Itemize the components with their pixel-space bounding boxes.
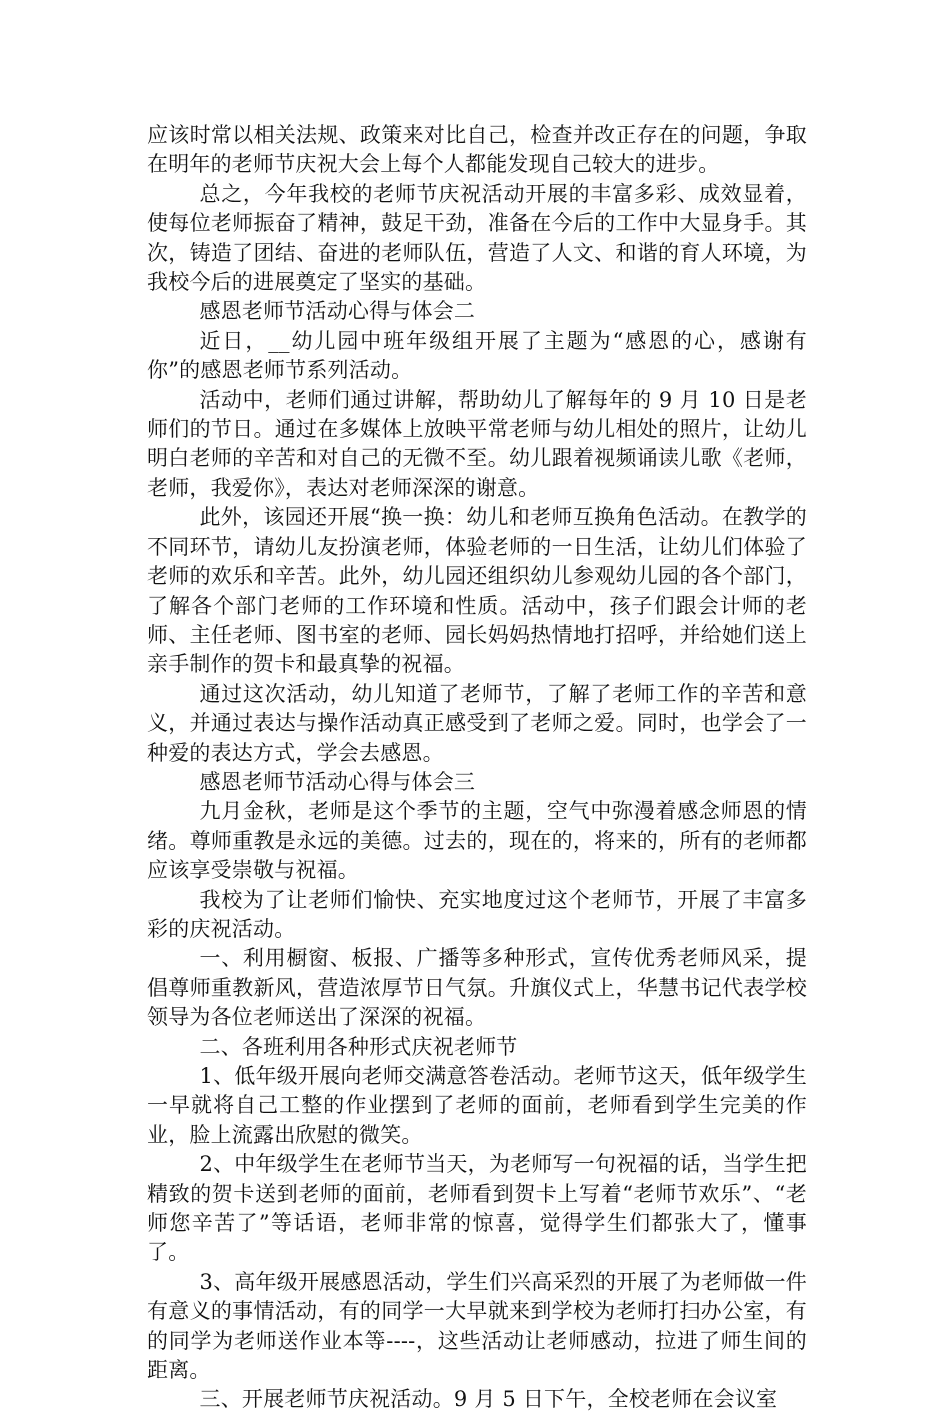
paragraph-1: 应该时常以相关法规、政策来对比自己，检查并改正存在的问题，争取在明年的老师节庆祝大会上每个人都能发现自己较大的进步。	[147, 123, 807, 177]
paragraph-10: 1、低年级开展向老师交满意答卷活动。老师节这天，低年级学生一早就将自己工整的作业摆到了老师的面前，老师看到学生完美的作业，脸上流露出欣慰的微笑。	[147, 1064, 807, 1147]
paragraph-3: 近日，__幼儿园中班年级组开展了主题为“感恩的心，感谢有你”的感恩老师节系列活动。	[147, 328, 807, 383]
paragraph-11: 2、中年级学生在老师节当天，为老师写一句祝福的话，当学生把精致的贺卡送到老师的面前，老师看到贺卡上写着“老师节欢乐”、“老师您辛苦了”等话语，老师非常的惊喜，觉得学生们都张大了，懂事了。	[147, 1152, 807, 1265]
subheading-2: 二、各班利用各种形式庆祝老师节	[199, 1034, 518, 1059]
paragraph-2: 总之，今年我校的老师节庆祝活动开展的丰富多彩、成效显着，使每位老师振奋了精神，鼓足干劲，准备在今后的工作中大显身手。其次，铸造了团结、奋进的老师队伍，营造了人文、和谐的育人环境，为我校今后的进展奠定了坚实的基础。	[147, 181, 807, 295]
document-body	[147, 121, 807, 1415]
paragraph-12: 3、高年级开展感恩活动，学生们兴高采烈的开展了为老师做一件有意义的事情活动，有的同学一大早就来到学校为老师打扫办公室，有的同学为老师送作业本等----，这些活动让老师感动，拉进了师生间的距离。	[147, 1269, 807, 1383]
paragraph-7: 九月金秋，老师是这个季节的主题，空气中弥漫着感念师恩的情绪。尊师重教是永远的美德。过去的，现在的，将来的，所有的老师都应该享受崇敬与祝福。	[147, 799, 807, 883]
paragraph-4: 活动中，老师们通过讲解，帮助幼儿了解每年的 9 月 10 日是老师们的节日。通过在多媒体上放映平常老师与幼儿相处的照片，让幼儿明白老师的辛苦和对自己的无微不至。幼儿跟着视频诵读儿歌《老师，老师，我爱你》，表达对老师深深的谢意。	[147, 387, 807, 500]
paragraph-5: 此外，该园还开展“换一换：幼儿和老师互换角色活动。在教学的不同环节，请幼儿友扮演老师，体验老师的一日生活，让幼儿们体验了老师的欢乐和辛苦。此外，幼儿园还组织幼儿参观幼儿园的各个部门，了解各个部门老师的工作环境和性质。活动中，孩子们跟会计师的老师、主任老师、图书室的老师、园长妈妈热情地打招呼，并给她们送上亲手制作的贺卡和最真挚的祝福。	[147, 505, 807, 677]
paragraph-6: 通过这次活动，幼儿知道了老师节，了解了老师工作的辛苦和意义，并通过表达与操作活动真正感受到了老师之爱。同时，也学会了一种爱的表达方式，学会去感恩。	[147, 681, 807, 765]
paragraph-8: 我校为了让老师们愉快、充实地度过这个老师节，开展了丰富多彩的庆祝活动。	[147, 887, 807, 941]
section-heading-2: 感恩老师节活动心得与体会二	[199, 299, 476, 324]
section-heading-3: 感恩老师节活动心得与体会三	[199, 769, 476, 794]
paragraph-13: 三、开展老师节庆祝活动。9 月 5 日下午，全校老师在会议室	[199, 1387, 778, 1412]
paragraph-9: 一、利用橱窗、板报、广播等多种形式，宣传优秀老师风采，提倡尊师重教新风，营造浓厚节日气氛。升旗仪式上，华慧书记代表学校领导为各位老师送出了深深的祝福。	[147, 946, 807, 1030]
